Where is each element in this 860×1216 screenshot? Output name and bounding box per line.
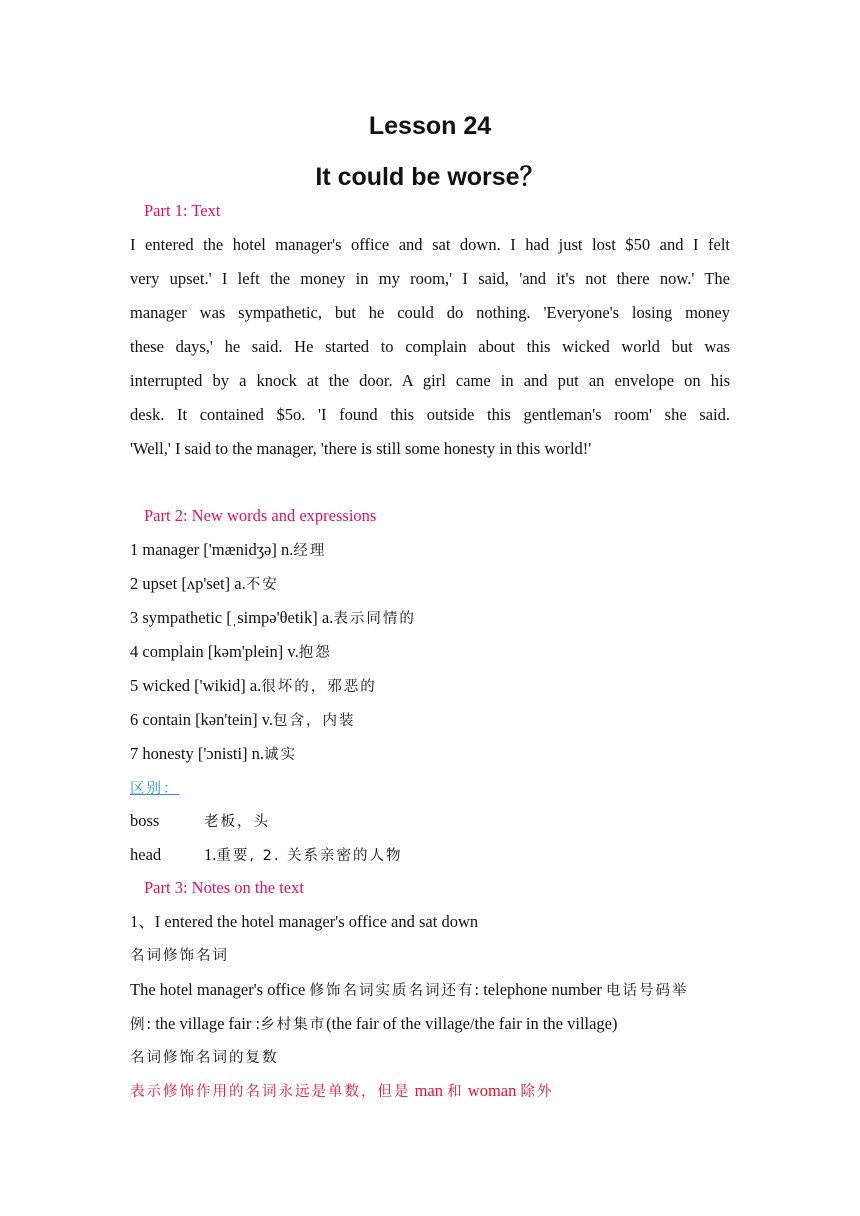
lesson-title: Lesson 24 bbox=[368, 112, 492, 140]
rule-text: man bbox=[410, 1081, 448, 1100]
rule-text: woman bbox=[463, 1081, 521, 1100]
vocab-cn: 很坏的，邪恶的 bbox=[261, 679, 377, 695]
example-cn: 电话号码举 bbox=[606, 983, 689, 999]
example-cn: 乡村集市 bbox=[260, 1017, 327, 1033]
text-line: manager was sympathetic, but he could do nothing. 'Everyone's losing money bbox=[130, 303, 730, 322]
lesson-subtitle: It could be worse？ bbox=[315, 163, 545, 191]
distinction-word: head bbox=[130, 845, 162, 864]
text-line: 'Well,' I said to the manager, 'there is still some honesty in this world!' bbox=[130, 439, 592, 458]
vocab-item bbox=[130, 743, 730, 765]
distinction-word: boss bbox=[130, 811, 160, 830]
part3-heading: Part 3: Notes on the text bbox=[144, 878, 304, 897]
text-line: I entered the hotel manager's office and sat down. I had just lost $50 and I felt bbox=[130, 235, 730, 254]
distinction-link[interactable]: 区别： bbox=[130, 781, 180, 797]
distinction-number: 1. bbox=[204, 845, 217, 864]
vocab-item bbox=[130, 675, 730, 697]
vocab-en: 6 contain [kən'tein] v. bbox=[130, 710, 274, 729]
note-subheading: 名词修饰名词的复数 bbox=[130, 1050, 279, 1066]
note-line: 1、I entered the hotel manager's office and sat down bbox=[130, 912, 479, 931]
rule-cn: 和 bbox=[447, 1084, 464, 1100]
distinction-row bbox=[130, 844, 730, 866]
rule-cn: 除外 bbox=[520, 1084, 554, 1100]
rule-line bbox=[130, 1080, 730, 1102]
distinction-meaning: 老板，头 bbox=[204, 814, 270, 830]
text-line: desk. It contained $5o. 'I found this outside this gentleman's room' she said. bbox=[130, 405, 730, 424]
example-text: : telephone number bbox=[474, 980, 607, 999]
rule-cn: 表示修饰作用的名词永远是单数，但是 bbox=[130, 1084, 411, 1100]
example-cn: 修饰名词实质名词还有 bbox=[309, 983, 475, 999]
vocab-item bbox=[130, 539, 730, 561]
vocab-item bbox=[130, 641, 730, 663]
vocab-en: 2 upset [ʌp'set] a. bbox=[130, 574, 246, 593]
note-subheading: 名词修饰名词 bbox=[130, 948, 229, 964]
part1-heading: Part 1: Text bbox=[144, 201, 221, 220]
example-cn: 例 bbox=[130, 1017, 147, 1033]
part2-heading: Part 2: New words and expressions bbox=[144, 506, 377, 525]
vocab-cn: 诚实 bbox=[264, 747, 298, 763]
vocab-en: 1 manager ['mænidʒə] n. bbox=[130, 540, 294, 559]
text-line: interrupted by a knock at the door. A girl came in and put an envelope on his bbox=[130, 371, 730, 390]
vocab-cn: 表示同情的 bbox=[333, 611, 416, 627]
vocab-en: 3 sympathetic [ˌsimpə'θetik] a. bbox=[130, 608, 334, 627]
distinction-meaning: 重要, 2. 关系亲密的人物 bbox=[216, 848, 403, 864]
example-text: : the village fair : bbox=[146, 1014, 261, 1033]
vocab-cn: 抱怨 bbox=[298, 645, 332, 661]
example-text: The hotel manager's office bbox=[130, 980, 310, 999]
example-text: (the fair of the village/the fair in the village) bbox=[326, 1014, 618, 1033]
vocab-item bbox=[130, 573, 730, 595]
distinction-row bbox=[130, 810, 730, 832]
vocab-en: 4 complain [kəm'plein] v. bbox=[130, 642, 299, 661]
vocab-cn: 经理 bbox=[293, 543, 327, 559]
vocab-cn: 包含，内装 bbox=[273, 713, 356, 729]
text-line: very upset.' I left the money in my room,' I said, 'and it's not there now.' The bbox=[130, 269, 730, 288]
vocab-cn: 不安 bbox=[245, 577, 279, 593]
example-line bbox=[130, 979, 730, 1001]
example-line bbox=[130, 1013, 730, 1035]
vocab-item bbox=[130, 709, 730, 731]
vocab-item bbox=[130, 607, 730, 629]
vocab-en: 7 honesty ['ɔnisti] n. bbox=[130, 744, 265, 763]
vocab-en: 5 wicked ['wikid] a. bbox=[130, 676, 262, 695]
distinction-label-line bbox=[130, 777, 730, 799]
text-line: these days,' he said. He started to complain about this wicked world but was bbox=[130, 337, 730, 356]
